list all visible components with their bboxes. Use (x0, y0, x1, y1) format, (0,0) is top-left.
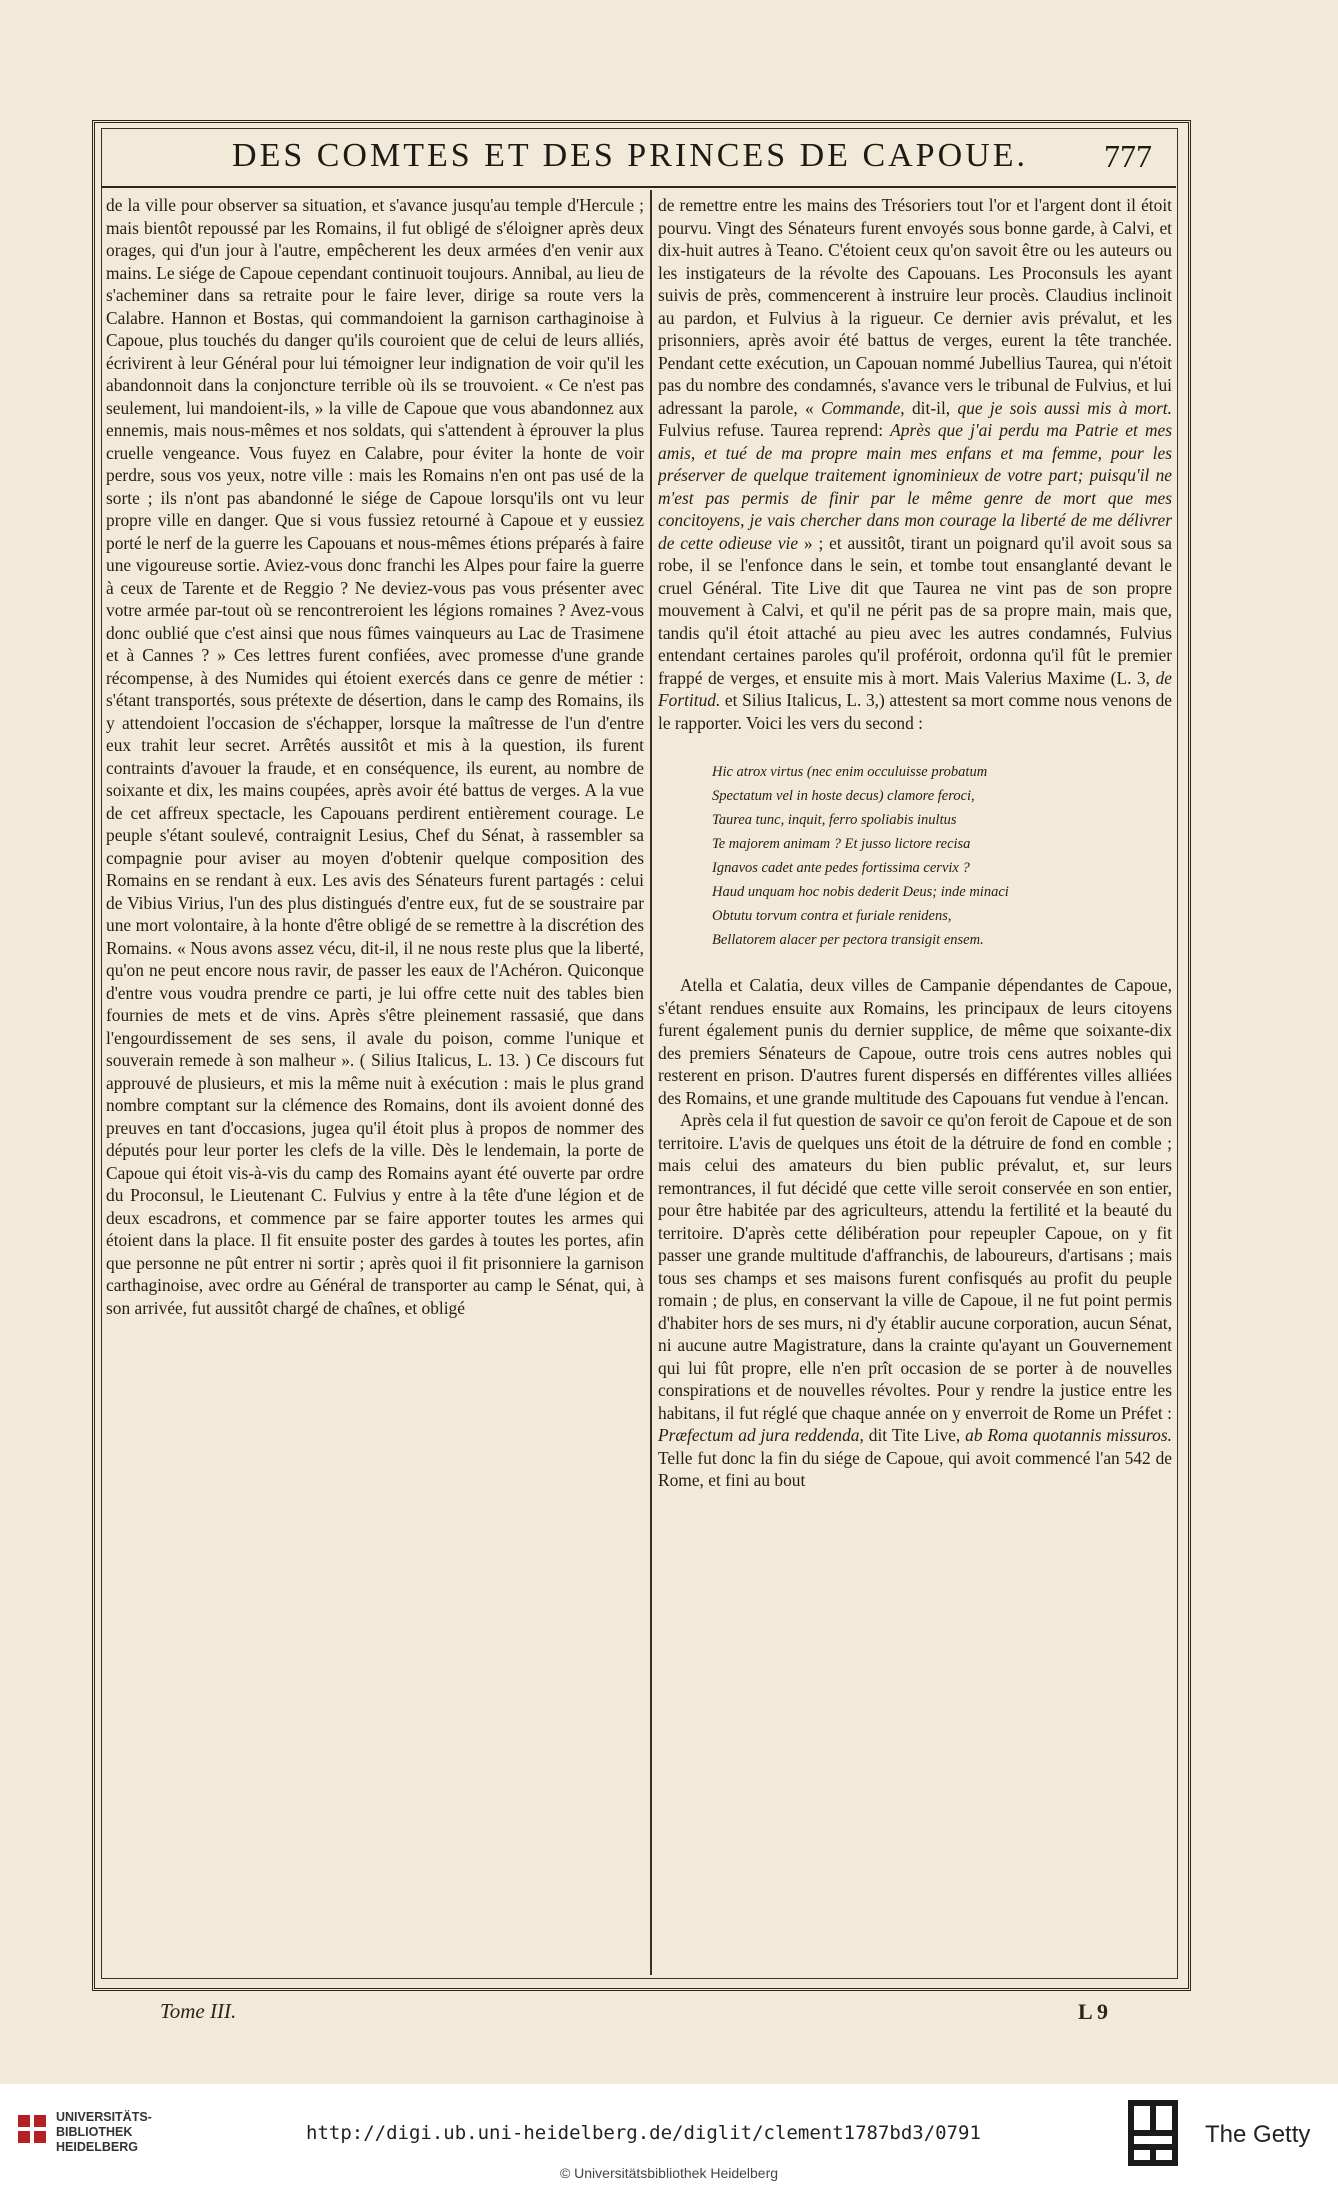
text-run: de remettre entre les mains des Trésoriers tout l'or et l'argent dont il étoit pourvu. Vingt des Sénateurs furent envoyés sous bonne garde, à Calvi, et dix-huit autres à Teano. C'étoient ceux qu'on savoit être ou les auteurs ou les instigateurs de la révolte des Capouans. Les Proconsuls les ayant suivis de près, commencerent à instruire leur procès. Claudius inclinoit au pardon, et Fulvius à la rigueur. Ce dernier avis prévalut, et les prisonniers, après avoir été battus de verges, eurent la tête tranchée. Pendant cette exécution, un Capouan nommé Jubellius Taurea, qui n'étoit pas du nombre des condamnés, s'avance vers le tribunal de Fulvius, et lui adressant la parole, « (658, 195, 1172, 418)
latin-verse-block (712, 760, 1172, 952)
text-run: » ; et aussitôt, tirant un poignard qu'il avoit sous sa robe, il se l'enfonce dans le sein, et tombe tout ensanglanté devant le cruel Général. Tite Live dit que Taurea ne vint pas de son propre mouvement à Calvi, et qu'il ne périt pas de sa propre main, mais que, tandis qu'il étoit attaché au pieu avec les autres condamnés, Fulvius entendant certaines paroles qu'il proféroit, ordonna qu'il fût le premier frappé de verges, et ensuite mis à mort. Mais Valerius Maxime (L. 3, (658, 532, 1172, 688)
verse-line: Bellatorem alacer per pectora transigit ensem. (712, 932, 984, 948)
italic-run: Commande (821, 397, 901, 418)
verse-line: Obtutu torvum contra et furiale renidens, (712, 908, 952, 924)
text-run: et Silius Italicus, L. 3,) attestent sa mort comme nous venons de le rapporter. Voici les vers du second : (658, 690, 1172, 733)
text-run: Telle fut donc la fin du siége de Capoue, qui avoit commencé l'an 542 de Rome, et fini au bout (658, 1447, 1172, 1490)
italic-run: de Fortitud. (658, 667, 1172, 710)
column-divider (650, 190, 652, 1975)
italic-run: ab Roma quotannis missuros. (965, 1425, 1172, 1445)
italic-run: que je sois aussi mis à mort. (957, 397, 1172, 418)
italic-run: Præfectum ad jura reddenda (658, 1425, 860, 1445)
institution-line: HEIDELBERG (56, 2140, 138, 2154)
partner-name[interactable]: The Getty (1205, 2121, 1311, 2148)
running-header-title: DES COMTES ET DES PRINCES DE CAPOUE. (232, 137, 1028, 174)
text-run: , dit-il, (900, 397, 958, 418)
copyright-notice: © Universitätsbibliothek Heidelberg (559, 2165, 779, 2181)
page-number: 777 (1104, 138, 1152, 174)
footer-signature-mark: L 9 (1078, 1999, 1108, 2024)
text-run: Après cela il fut question de savoir ce qu'on feroit de Capoue et de son territoire. L'avis de quelques uns étoit de la détruire de fond en comble ; mais celui des amateurs du bien public prévalut, et, sur leurs remontrances, il fut décidé que cette ville seroit conservée en son entier, pour être habitée par des agriculteurs, attendu la fertilité et la beauté du territoire. D'après cette délibération pour repeupler Capoue, on y fit passer une grande multitude d'affranchis, de laboureurs, d'artisans ; mais tous ses champs et ses maisons furent confisqués au profit du peuple romain ; de plus, en conservant la ville de Capoue, il ne fut point permis d'habiter hors de ses murs, ni d'y établir aucune corporation, aucun Sénat, ni aucune autre Magistrature, dans la crainte qu'ayant un Gouvernement qui lui fût propre, elle n'en prît occasion de se porter à de nouvelles conspirations et de nouvelles révoltes. Pour y rendre la justice entre les habitans, il fut réglé que chaque année on y enverroit de Rome un Préfet : (658, 1110, 1172, 1423)
right-paragraph-3 (658, 1109, 1172, 1492)
institution-line: BIBLIOTHEK (56, 2125, 133, 2139)
right-paragraph-2: Atella et Calatia, deux villes de Campanie dépendantes de Capoue, s'étant rendues ensuite aux Romains, les principaux de leurs citoyens furent également punis du dernier supplice, de même que soixante-dix des premiers Sénateurs de Capoue, outre trois cens autres nobles qui resterent en prison. D'autres furent dispersés en différentes villes alliées des Romains, et une grande multitude des Capouans fut vendue à l'encan. (658, 975, 1172, 1108)
left-column (106, 194, 644, 1974)
institution-name[interactable] (56, 2110, 152, 2155)
right-paragraph-1 (658, 194, 1172, 734)
institution-line: UNIVERSITÄTS- (56, 2110, 152, 2124)
verse-line: Haud unquam hoc nobis dederit Deus; inde minaci (712, 884, 1009, 900)
verse-line: Spectatum vel in hoste decus) clamore feroci, (712, 788, 975, 804)
header-rule (101, 186, 1176, 188)
verse-line: Ignavos cadet ante pedes fortissima cervix ? (712, 860, 970, 876)
italic-run: Après que j'ai perdu ma Patrie et mes amis, et tué de ma propre main mes enfans et ma femme, pour les préserver de quelque traitement ignominieux de votre part; puisqu'il ne m'est pas permis de finir par le même genre de mort que mes concitoyens, je vais chercher dans mon courage la liberté de me délivrer de cette odieuse vie (658, 420, 1172, 553)
verse-line: Taurea tunc, inquit, ferro spoliabis inultus (712, 812, 957, 828)
getty-logo-icon[interactable] (1128, 2100, 1178, 2166)
text-run: Fulvius refuse. Taurea reprend: (658, 420, 891, 440)
permalink-url[interactable]: http://digi.ub.uni-heidelberg.de/diglit/clement1787bd3/0791 (306, 2122, 981, 2144)
right-column (658, 194, 1172, 1974)
footer-volume-label: Tome III. (160, 1999, 237, 2023)
heidelberg-logo-icon[interactable] (16, 2113, 48, 2145)
left-column-text: de la ville pour observer sa situation, et s'avance jusqu'au temple d'Hercule ; mais bientôt repoussé par les Romains, il fut obligé de s'éloigner après deux orages, qui d'un jour à l'autre, empêcherent les deux armées d'en venir aux mains. Le siége de Capoue cependant continuoit toujours. Annibal, au lieu de s'acheminer dans sa retraite pour le faire lever, dirige sa route vers la Calabre. Hannon et Bostas, qui commandoient la garnison carthaginoise à Capoue, plus touchés du danger qu'ils couroient que de celui de leurs alliés, écrivirent à leur Général pour lui témoigner leur indignation de voir qu'il les abandonnoit dans la conjoncture terrible où ils se trouvoient. « Ce n'est pas seulement, lui mandoient-ils, » la ville de Capoue que vous abandonnez aux ennemis, mais nous-mêmes et nos soldats, qui s'attendent à éprouver la plus cruelle vengeance. Vous fuyez en Calabre, pour éviter la honte de voir perdre, sous vos yeux, notre ville : mais les Romains n'en ont pas usé de la sorte ; ils n'ont pas abandonné le siége de Capoue lorsqu'ils ont vu leur propre ville en danger. Que si vous fussiez retourné à Capoue et y eussiez porté le nerf de la guerre les Capouans et nous-mêmes étions préparés à faire une vigoureuse sortie. Aviez-vous donc franchi les Alpes pour faire la guerre à ceux de Tarente et de Reggio ? Ne deviez-vous pas vous présenter avec votre armée par-tout où se rencontreroient les légions romaines ? Avez-vous donc oublié que c'est ainsi que nous fûmes vainqueurs au Lac de Trasimene et à Cannes ? » Ces lettres furent confiées, avec promesse d'une grande récompense, à des Numides qui étoient exercés dans ce genre de métier : s'étant transportés, sous prétexte de désertion, dans le camp des Romains, ils y attendoient l'occasion de s'échapper, lorsque la maîtresse de l'un d'entre eux trahit leur secret. Arrêtés aussitôt et mis à la question, ils furent contraints d'avouer la fraude, et en conséquence, ils eurent, au nombre de soixante et dix, les mains coupées, après avoir été battus de verges. A la vue de cet affreux spectacle, les Capouans perdirent entièrement courage. Le peuple s'étant soulevé, contraignit Lesius, Chef du Sénat, à rassembler sa compagnie pour aviser au moyen d'obtenir quelque composition des Romains en se rendant à eux. Les avis des Sénateurs furent partagés : celui de Vibius Virius, l'un des plus distingués d'entre eux, fut de se soustraire par une mort volontaire, à la honte d'être obligé de se remettre à la discrétion des Romains. « Nous avons assez vécu, dit-il, il ne nous reste plus que la liberté, qu'on ne peut encore nous ravir, de passer les eaux de l'Achéron. Quiconque d'entre vous voudra prendre ce parti, je lui offre cette nuit des tables bien fournies de mets et de vins. Après s'être pleinement rassasié, que dans l'engourdissement de ses sens, il avale du poison, comme l'unique et souverain remede à son malheur ». ( Silius Italicus, L. 13. ) Ce discours fut approuvé de plusieurs, et mis la même nuit à exécution : mais le plus grand nombre comptant sur la clémence des Romains, dont ils avoient donné des preuves en tant d'occasions, jugea qu'il étoit plus à propos de nommer des députés pour leur porter les clefs de la ville. Dès le lendemain, la porte de Capoue qui étoit vis-à-vis du camp des Romains ayant été ouverte par ordre du Proconsul, le Lieutenant C. Fulvius y entre à la tête d'une légion et de deux escadrons, et commence par se faire apporter toutes les armes qui étoient dans la place. Il fit ensuite poster des gardes à toutes les portes, afin que personne ne pût entrer ni sortir ; après quoi il fit prisonniere la garnison carthaginoise, avec ordre au Général de transporter au camp le Sénat, qui, à son arrivée, fut aussitôt chargé de chaînes, et obligé (106, 195, 644, 1318)
verse-line: Hic atrox virtus (nec enim occuluisse probatum (712, 764, 988, 780)
text-run: , dit Tite Live, (859, 1425, 966, 1445)
verse-line: Te majorem animam ? Et jusso lictore recisa (712, 836, 971, 852)
